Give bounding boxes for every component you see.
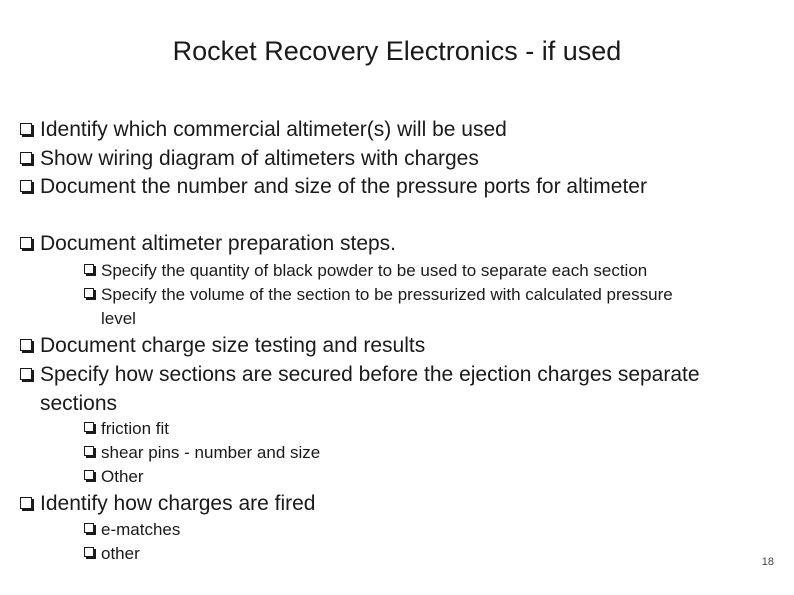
sub-bullet-item xyxy=(84,417,684,441)
checkbox-bullet-icon xyxy=(84,446,94,456)
bullet-item xyxy=(20,116,720,145)
checkbox-bullet-icon xyxy=(84,264,94,274)
bullet-item xyxy=(20,332,720,361)
bullet-text: Identify which commercial altimeter(s) will be used xyxy=(40,118,507,141)
page-number: 18 xyxy=(761,556,774,568)
checkbox-bullet-icon xyxy=(20,237,32,249)
bullet-text: Document altimeter preparation steps. xyxy=(40,232,397,255)
slide-title: Rocket Recovery Electronics - if used xyxy=(172,36,622,66)
sub-bullet-text: other xyxy=(101,544,140,563)
checkbox-bullet-icon xyxy=(84,288,94,298)
checkbox-bullet-icon xyxy=(84,547,94,557)
bullet-text: Specify how sections are secured before the ejection charges separate sections xyxy=(40,363,700,415)
bullet-text: Show wiring diagram of altimeters with charges xyxy=(40,147,479,170)
checkbox-bullet-icon xyxy=(84,470,94,480)
sub-bullet-item xyxy=(84,465,684,489)
sub-bullet-text: Other xyxy=(101,467,144,486)
bullet-item xyxy=(20,173,680,202)
sub-bullet-item xyxy=(84,542,684,566)
bullet-text: Identify how charges are fired xyxy=(40,492,316,515)
checkbox-bullet-icon xyxy=(84,523,94,533)
sub-bullet-text: e-matches xyxy=(101,520,181,539)
sub-bullet-item xyxy=(84,518,684,542)
bullet-item xyxy=(20,145,720,174)
sub-bullet-text: shear pins - number and size xyxy=(101,443,321,462)
checkbox-bullet-icon xyxy=(20,152,32,164)
bullet-item xyxy=(20,230,720,259)
checkbox-bullet-icon xyxy=(20,368,32,380)
bullet-text: Document charge size testing and results xyxy=(40,334,426,357)
sub-bullet-item xyxy=(84,441,684,465)
bullet-item xyxy=(20,361,735,418)
sub-bullet-item xyxy=(84,283,709,331)
checkbox-bullet-icon xyxy=(20,497,32,509)
checkbox-bullet-icon xyxy=(20,339,32,351)
bullet-item xyxy=(20,490,720,519)
sub-bullet-item xyxy=(84,259,774,283)
sub-bullet-text: Specify the quantity of black powder to be used to separate each section xyxy=(101,261,648,280)
checkbox-bullet-icon xyxy=(20,180,32,192)
checkbox-bullet-icon xyxy=(84,422,94,432)
checkbox-bullet-icon xyxy=(20,123,32,135)
bullet-text: Document the number and size of the pressure ports for altimeter xyxy=(40,175,647,198)
sub-bullet-text: friction fit xyxy=(101,419,170,438)
sub-bullet-text: Specify the volume of the section to be pressurized with calculated pressure level xyxy=(101,285,673,328)
